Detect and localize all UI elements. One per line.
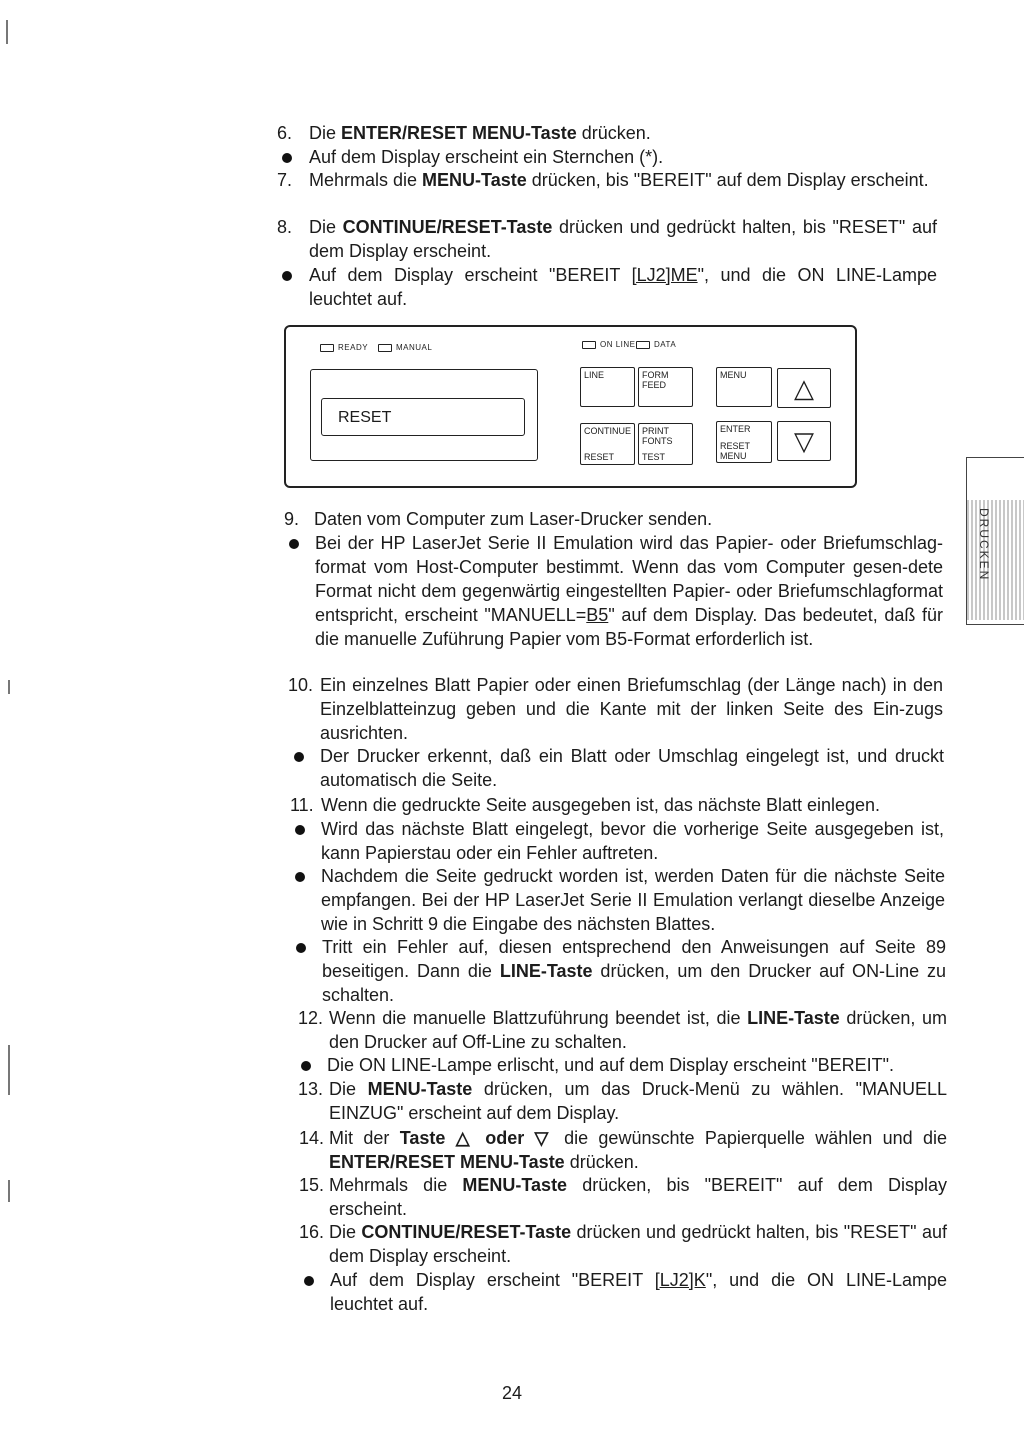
step-text (320, 673, 943, 745)
text-run: Wird das nächste Blatt eingelegt, bevor die vorherige Seite ausgegeben ist, kann Papierstau oder ein Fehler auftreten. (321, 819, 944, 863)
bullet-marker (301, 1053, 327, 1077)
text-run: drücken. (564, 1152, 639, 1172)
list-item (301, 1053, 947, 1077)
step-marker: 13. (298, 1079, 324, 1099)
bold-term: MENU-Taste (367, 1079, 473, 1099)
step-text (327, 1053, 947, 1077)
step-marker: 8. (277, 217, 293, 237)
bold-term: LINE-Taste (499, 961, 593, 981)
step-text (309, 168, 937, 192)
menu-key[interactable]: MENU (716, 367, 772, 407)
step-marker: 15. (299, 1175, 325, 1195)
text-run: drücken, um das Druck-Menü zu wählen. "MANUELL EINZUG" erscheint auf dem Display. (329, 1079, 947, 1123)
text-run: [LJ2]K (654, 1270, 706, 1290)
text-run: Tritt ein Fehler auf, diesen entsprechend den Anweisungen auf Seite 89 beseitigen. Dann die (322, 937, 946, 981)
text-run: Nachdem die Seite gedruckt worden ist, werden Daten für die nächste Seite empfangen. Bei der HP LaserJet Serie II Emulation verlangt dieselbe Anzeige wie in Schritt 9 die Eingabe des nächsten Blattes. (321, 866, 945, 934)
list-item (282, 263, 937, 311)
step-text (309, 263, 937, 311)
text-run: Auf dem Display erscheint "BEREIT (330, 1270, 655, 1290)
text-run: Die ON LINE-Lampe erlischt, und auf dem Display erscheint "BEREIT". (327, 1055, 894, 1075)
text-run: Auf dem Display erscheint ein Sternchen (*). (309, 147, 664, 167)
list-item (288, 673, 943, 745)
down-arrow-key[interactable] (777, 421, 831, 461)
bullet-marker (296, 935, 322, 1007)
step-text (329, 1173, 947, 1221)
bullet-marker (294, 744, 320, 792)
step-marker: 10. (288, 675, 314, 695)
step-marker: 12. (298, 1008, 324, 1028)
text-run: Wenn die manuelle Blattzuführung beendet ist, die (329, 1008, 748, 1028)
lamp-icon (378, 344, 392, 352)
text-run: drücken, um den Drucker auf ON-Line zu schalten. (322, 961, 947, 1005)
list-item (298, 1006, 947, 1054)
data-lamp: DATA (636, 340, 676, 349)
up-triangle-icon: △ (794, 373, 814, 403)
list-item (299, 1173, 947, 1221)
step-text (320, 744, 944, 792)
bullet-dot-icon (301, 1061, 311, 1071)
bullet-dot-icon (282, 271, 292, 281)
bullet-dot-icon (295, 825, 305, 835)
text-run: drücken und gedrückt halten, bis "RESET" auf dem Display erscheint. (309, 217, 937, 261)
list-item (295, 864, 945, 936)
step-text (314, 507, 944, 531)
list-item (282, 145, 937, 169)
list-item (290, 793, 944, 817)
bold-term: CONTINUE/RESET-Taste (342, 217, 553, 237)
display-housing (310, 369, 538, 461)
bold-term: ENTER/RESET MENU-Taste (341, 123, 577, 143)
bold-term: LINE-Taste (747, 1008, 840, 1028)
bold-term: Taste △ oder ▽ (399, 1128, 554, 1148)
bold-term: MENU-Taste (462, 1175, 568, 1195)
list-item (299, 1220, 947, 1268)
list-item (296, 935, 946, 1007)
bullet-dot-icon (294, 752, 304, 762)
scan-mark (8, 680, 10, 694)
continue-reset-key[interactable]: CONTINUE RESET (580, 423, 635, 465)
scan-mark (8, 1045, 10, 1095)
step-marker: 11. (290, 795, 314, 815)
lamp-icon (320, 344, 334, 352)
text-run: Daten vom Computer zum Laser-Drucker senden. (314, 509, 713, 529)
list-item (295, 817, 944, 865)
step-text (315, 531, 943, 651)
chapter-side-tab (966, 457, 1024, 625)
text-run: ", und die ON LINE-Lampe leuchtet auf. (309, 265, 937, 309)
manual-lamp: MANUAL (378, 343, 432, 352)
step-text (321, 793, 944, 817)
step-text (330, 1268, 947, 1316)
text-run: Bei der HP LaserJet Serie II Emulation wird das Papier- oder Briefumschlag-format vom Host-Computer bestimmt. Wenn das vom Computer gesen-dete Format nicht dem gegenwärtig eingestellten Papier- oder Briefumschlagformat entspricht, erscheint "MANUELL= (315, 533, 943, 625)
list-item (304, 1268, 947, 1316)
bullet-marker (282, 263, 309, 311)
step-text (329, 1220, 947, 1268)
tab-shading (967, 500, 1024, 620)
scan-mark (6, 20, 8, 44)
step-marker: 9. (284, 509, 300, 529)
text-run: die gewünschte Papierquelle wählen und die (553, 1128, 947, 1148)
step-text (322, 935, 946, 1007)
text-run: drücken, bis "BEREIT" auf dem Display erscheint. (526, 170, 929, 190)
step-text (329, 1126, 947, 1174)
list-item (277, 215, 937, 263)
down-triangle-icon: ▽ (794, 426, 814, 456)
text-run: " auf dem Display. Das bedeutet, daß für die manuelle Zuführung Papier vom B5-Format erforderlich ist. (315, 605, 943, 649)
text-run: Die (329, 1222, 362, 1242)
ready-lamp: READY (320, 343, 368, 352)
lamp-icon (636, 341, 650, 349)
text-run: drücken. (576, 123, 651, 143)
step-marker: 6. (277, 123, 293, 143)
line-key[interactable]: LINE (580, 367, 635, 407)
text-run: Ein einzelnes Blatt Papier oder einen Briefumschlag (der Länge nach) in den Einzelblatteinzug geben und die Kante mit der linken Seite des Ein-zugs ausrichten. (320, 675, 943, 743)
lamp-icon (582, 341, 596, 349)
enter-reset-menu-key[interactable]: ENTER RESET MENU (716, 421, 772, 463)
step-text (329, 1006, 947, 1054)
list-item (277, 121, 937, 145)
step-marker: 7. (277, 170, 293, 190)
bullet-marker (304, 1268, 330, 1316)
list-item (298, 1077, 947, 1125)
step-text (321, 817, 944, 865)
bullet-marker (295, 864, 321, 936)
bullet-dot-icon (304, 1276, 314, 1286)
text-run: Die (309, 123, 342, 143)
text-run: Auf dem Display erscheint "BEREIT (309, 265, 632, 285)
bullet-dot-icon (282, 153, 292, 163)
step-marker: 14. (299, 1128, 325, 1148)
text-run: drücken, um den Drucker auf Off-Line zu schalten. (329, 1008, 947, 1052)
text-run: Die (329, 1079, 368, 1099)
print-fonts-test-key[interactable]: PRINT FONTS TEST (638, 423, 693, 465)
display-screen: RESET (321, 398, 525, 436)
list-item (277, 168, 937, 192)
text-run: [LJ2]ME (631, 265, 698, 285)
text-run: B5 (586, 605, 609, 625)
form-feed-key[interactable]: FORM FEED (638, 367, 693, 407)
bullet-dot-icon (296, 943, 306, 953)
text-run: Mit der (329, 1128, 400, 1148)
list-item (294, 744, 944, 792)
step-text (329, 1077, 947, 1125)
text-run: Der Drucker erkennt, daß ein Blatt oder Umschlag eingelegt ist, und druckt automatisch die Seite. (320, 746, 944, 790)
list-item (299, 1126, 947, 1174)
up-arrow-key[interactable] (777, 368, 831, 408)
text-run: drücken, bis "BEREIT" auf dem Display erscheint. (329, 1175, 947, 1219)
text-run: Die (309, 217, 343, 237)
text-run: Mehrmals die (329, 1175, 463, 1195)
step-text (309, 121, 937, 145)
bold-term: ENTER/RESET MENU-Taste (329, 1152, 565, 1172)
bold-term: CONTINUE/RESET-Taste (361, 1222, 572, 1242)
step-text (309, 145, 937, 169)
step-marker: 16. (299, 1222, 325, 1242)
text-run: Wenn die gedruckte Seite ausgegeben ist, das nächste Blatt einlegen. (321, 795, 881, 815)
bullet-marker (282, 145, 309, 169)
scan-mark (8, 1180, 10, 1202)
bullet-marker (289, 531, 315, 651)
text-run: Mehrmals die (309, 170, 423, 190)
step-text (321, 864, 945, 936)
text-run: ", und die ON LINE-Lampe leuchtet auf. (330, 1270, 947, 1314)
control-panel-figure (284, 325, 857, 488)
list-item (289, 531, 943, 651)
bullet-dot-icon (289, 539, 299, 549)
bullet-marker (295, 817, 321, 865)
page-number: 24 (501, 1383, 523, 1403)
text-run: drücken und gedrückt halten, bis "RESET" auf dem Display erscheint. (329, 1222, 947, 1266)
step-text (309, 215, 937, 263)
online-lamp: ON LINE (582, 340, 636, 349)
bullet-dot-icon (295, 872, 305, 882)
list-item (284, 507, 944, 531)
chapter-tab-label: DRUCKEN (977, 508, 991, 582)
bold-term: MENU-Taste (422, 170, 527, 190)
